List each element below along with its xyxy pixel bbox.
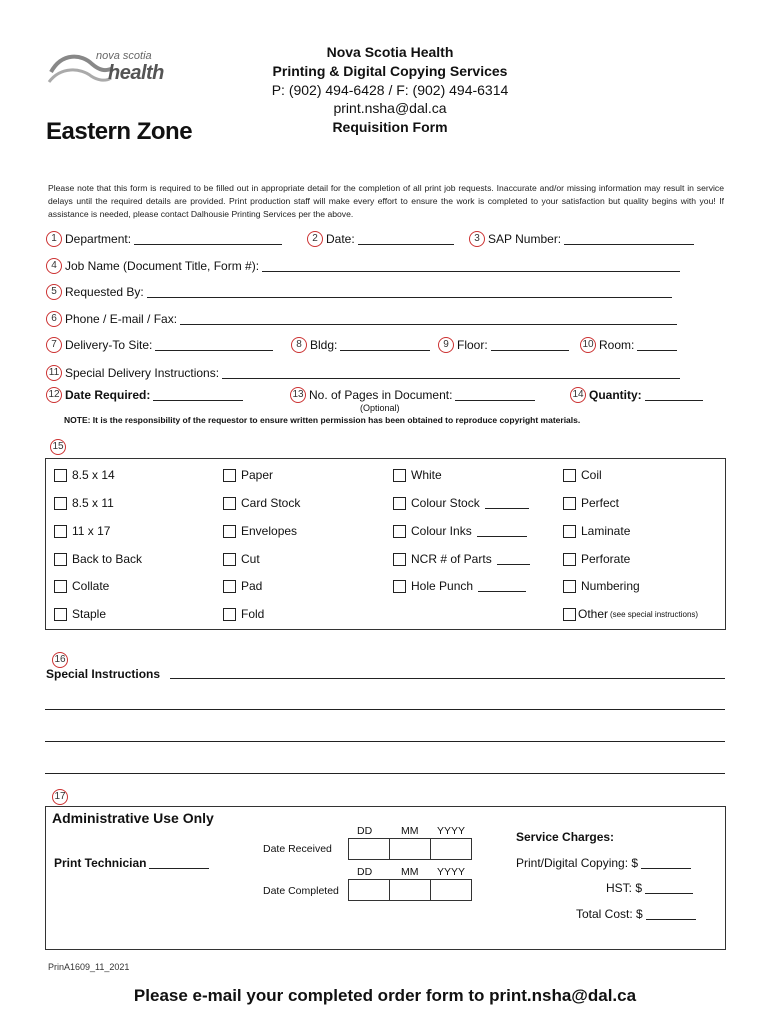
option-label: Back to Back [72,552,143,566]
date-received-boxes[interactable] [349,838,472,860]
option-collate[interactable] [54,579,109,593]
mm-label-1: MM [401,825,419,837]
date-required-field[interactable] [46,387,243,403]
option-label: NCR # of Parts [411,552,492,566]
number-badge: 10 [580,337,596,353]
hst-line[interactable] [645,883,693,894]
checkbox[interactable] [223,553,236,566]
option-staple[interactable] [54,607,106,621]
special-delivery-line[interactable] [222,368,680,379]
delivery-label: Delivery-To Site: [65,338,153,352]
room-field[interactable] [580,337,677,353]
option-11x17[interactable] [54,524,110,538]
special-instructions-label: Special Instructions [46,667,161,681]
option-card-stock[interactable] [223,496,300,510]
option-label: Perfect [581,496,620,510]
option-label: Perforate [581,552,631,566]
option-label: White [411,468,442,482]
colour-inks-line[interactable] [477,526,527,537]
quantity-field[interactable] [570,387,703,403]
option-label: Hole Punch [411,579,474,593]
special-instructions-line-2[interactable] [45,709,725,710]
option-other[interactable] [563,607,698,621]
option-ncr-parts[interactable] [393,552,530,566]
option-label: Colour Stock [411,496,480,510]
print-technician-line[interactable] [149,858,209,869]
checkbox[interactable] [223,469,236,482]
floor-label: Floor: [457,338,488,352]
option-coil[interactable] [563,468,602,482]
special-instructions-line-4[interactable] [45,773,725,774]
option-white[interactable] [393,468,442,482]
number-badge: 15 [50,439,66,455]
quantity-line[interactable] [645,390,703,401]
floor-field[interactable] [438,337,569,353]
phone-fax: P: (902) 494-6428 / F: (902) 494-6314 [271,82,509,98]
bldg-field[interactable] [291,337,430,353]
option-colour-inks[interactable] [393,524,527,538]
number-badge: 7 [46,337,62,353]
notice-text: Please note that this form is required to be filled out in appropriate detail for the completion of all print job requests. Inaccurate and/or missing information may result in service delays until the required details are provided. Print production staff will make every effort to ensure the work is completed to your satisfaction but quality begins with you! If assistance is needed, please contact Dalhousie Printing Services per the above. [48,183,724,219]
number-badge: 4 [46,258,62,274]
number-badge: 2 [307,231,323,247]
option-label: 11 x 17 [72,524,111,538]
pages-line[interactable] [455,390,535,401]
date-line[interactable] [358,234,454,245]
checkbox[interactable] [563,608,576,621]
number-badge: 9 [438,337,454,353]
number-badge: 5 [46,284,62,300]
hole-punch-line[interactable] [478,581,526,592]
option-cut[interactable] [223,552,260,566]
special-delivery-field[interactable] [46,365,680,381]
option-label: Colour Inks [411,524,472,538]
form-title: Requisition Form [332,119,448,135]
checkbox[interactable] [563,525,576,538]
mm-label-2: MM [401,866,419,878]
optional-note: (Optional) [360,403,400,413]
option-perfect[interactable] [563,496,619,510]
option-label: Coil [581,468,602,482]
print-technician-field[interactable] [54,856,209,870]
delivery-line[interactable] [155,340,273,351]
total-cost-label: Total Cost: $ [576,907,643,921]
admin-box [45,806,726,950]
checkbox[interactable] [223,608,236,621]
checkbox[interactable] [223,580,236,593]
checkbox[interactable] [393,525,406,538]
admin-title: Administrative Use Only [52,810,214,826]
hst-field[interactable] [606,881,693,895]
print-options-box [45,458,726,630]
sap-field[interactable] [469,231,694,247]
option-envelopes[interactable] [223,524,297,538]
section-15-number [50,438,66,456]
hst-label: HST: $ [606,881,643,895]
number-badge: 12 [46,387,62,403]
number-badge: 14 [570,387,586,403]
dd-label-1: DD [357,825,373,837]
option-label: Numbering [581,579,640,593]
room-label: Room: [599,338,635,352]
form-code: PrinA1609_11_2021 [48,962,130,972]
job-name-line[interactable] [262,261,680,272]
pages-field[interactable] [290,387,535,403]
option-label: 8.5 x 14 [72,468,115,482]
copying-field[interactable] [516,856,691,870]
option-label: Laminate [581,524,631,538]
date-completed-boxes[interactable] [349,879,472,901]
phone-label: Phone / E-mail / Fax: [65,312,178,326]
bldg-label: Bldg: [310,338,338,352]
checkbox[interactable] [54,608,67,621]
checkbox[interactable] [223,525,236,538]
requested-by-line[interactable] [147,287,672,298]
service-charges-label: Service Charges: [516,830,615,844]
header-email: print.nsha@dal.ca [333,100,447,116]
job-name-field[interactable] [46,258,680,274]
total-cost-field[interactable] [576,907,696,921]
checkbox[interactable] [563,553,576,566]
ncr-parts-line[interactable] [497,554,530,565]
checkbox[interactable] [393,580,406,593]
option-fold[interactable] [223,607,264,621]
phone-field[interactable] [46,311,677,327]
date-required-label: Date Required: [65,388,151,402]
date-required-line[interactable] [153,390,243,401]
logo-text-small: nova scotia [96,50,152,62]
sap-line[interactable] [564,234,694,245]
checkbox[interactable] [393,469,406,482]
option-label: Card Stock [241,496,301,510]
checkbox[interactable] [223,497,236,510]
checkbox[interactable] [54,497,67,510]
checkbox[interactable] [393,497,406,510]
delivery-field[interactable] [46,337,273,353]
sap-label: SAP Number: [488,232,562,246]
option-label: Fold [241,607,265,621]
date-field[interactable] [307,231,454,247]
copying-label: Print/Digital Copying: $ [516,856,639,870]
option-label: 8.5 x 11 [72,496,114,510]
yyyy-label-2: YYYY [437,866,466,878]
option-8-5x14[interactable] [54,468,115,482]
department-line[interactable] [134,234,282,245]
dd-label-2: DD [357,866,373,878]
special-instructions-line-3[interactable] [45,741,725,742]
phone-line[interactable] [180,314,677,325]
bldg-line[interactable] [340,340,430,351]
checkbox[interactable] [393,553,406,566]
department-field[interactable] [46,231,282,247]
checkbox[interactable] [54,553,67,566]
date-received-label: Date Received [263,843,332,855]
copyright-note: NOTE: It is the responsibility of the requestor to ensure written permission has been obtained to reproduce copyright materials. [64,415,581,425]
option-label: Other [578,607,609,621]
checkbox[interactable] [563,469,576,482]
option-back-to-back[interactable] [54,552,142,566]
date-label: Date: [326,232,355,246]
pages-label: No. of Pages in Document: [309,388,453,402]
room-line[interactable] [637,340,677,351]
number-badge: 3 [469,231,485,247]
colour-stock-line[interactable] [485,498,529,509]
floor-line[interactable] [491,340,569,351]
option-label: Envelopes [241,524,298,538]
option-pad[interactable] [223,579,262,593]
checkbox[interactable] [54,580,67,593]
footer-message: Please e-mail your completed order form to print.nsha@dal.ca [133,986,637,1005]
checkbox[interactable] [54,525,67,538]
checkbox[interactable] [563,580,576,593]
date-completed-label: Date Completed [263,885,339,897]
number-badge: 16 [52,652,68,668]
requested-by-label: Requested By: [65,285,144,299]
quantity-label: Quantity: [589,388,642,402]
number-badge: 6 [46,311,62,327]
number-badge: 11 [46,365,62,381]
option-numbering[interactable] [563,579,640,593]
option-label: Staple [72,607,107,621]
total-cost-line[interactable] [646,909,696,920]
number-badge: 8 [291,337,307,353]
copying-line[interactable] [641,858,691,869]
zone-title: Eastern Zone [46,118,193,145]
option-colour-stock[interactable] [393,496,529,510]
logo-text-big: health [108,62,164,84]
checkbox[interactable] [563,497,576,510]
special-instructions-line-1[interactable] [170,678,725,679]
other-note: (see special instructions) [610,609,699,619]
job-name-label: Job Name (Document Title, Form #): [65,259,260,273]
option-paper[interactable] [223,468,273,482]
requested-by-field[interactable] [46,284,672,300]
option-8-5x11[interactable] [54,496,114,510]
org-name: Nova Scotia Health [326,44,454,60]
option-label: Cut [241,552,260,566]
number-badge: 13 [290,387,306,403]
yyyy-label-1: YYYY [437,825,466,837]
department-label: Department: [65,232,132,246]
option-label: Paper [241,468,274,482]
print-technician-label: Print Technician [54,856,147,870]
option-label: Collate [72,579,110,593]
dept-name: Printing & Digital Copying Services [272,63,508,79]
option-laminate[interactable] [563,524,630,538]
option-label: Pad [241,579,263,593]
number-badge: 17 [52,789,68,805]
section-17-number [52,788,68,806]
option-hole-punch[interactable] [393,579,526,593]
option-perforate[interactable] [563,552,630,566]
checkbox[interactable] [54,469,67,482]
special-delivery-label: Special Delivery Instructions: [65,366,220,380]
number-badge: 1 [46,231,62,247]
